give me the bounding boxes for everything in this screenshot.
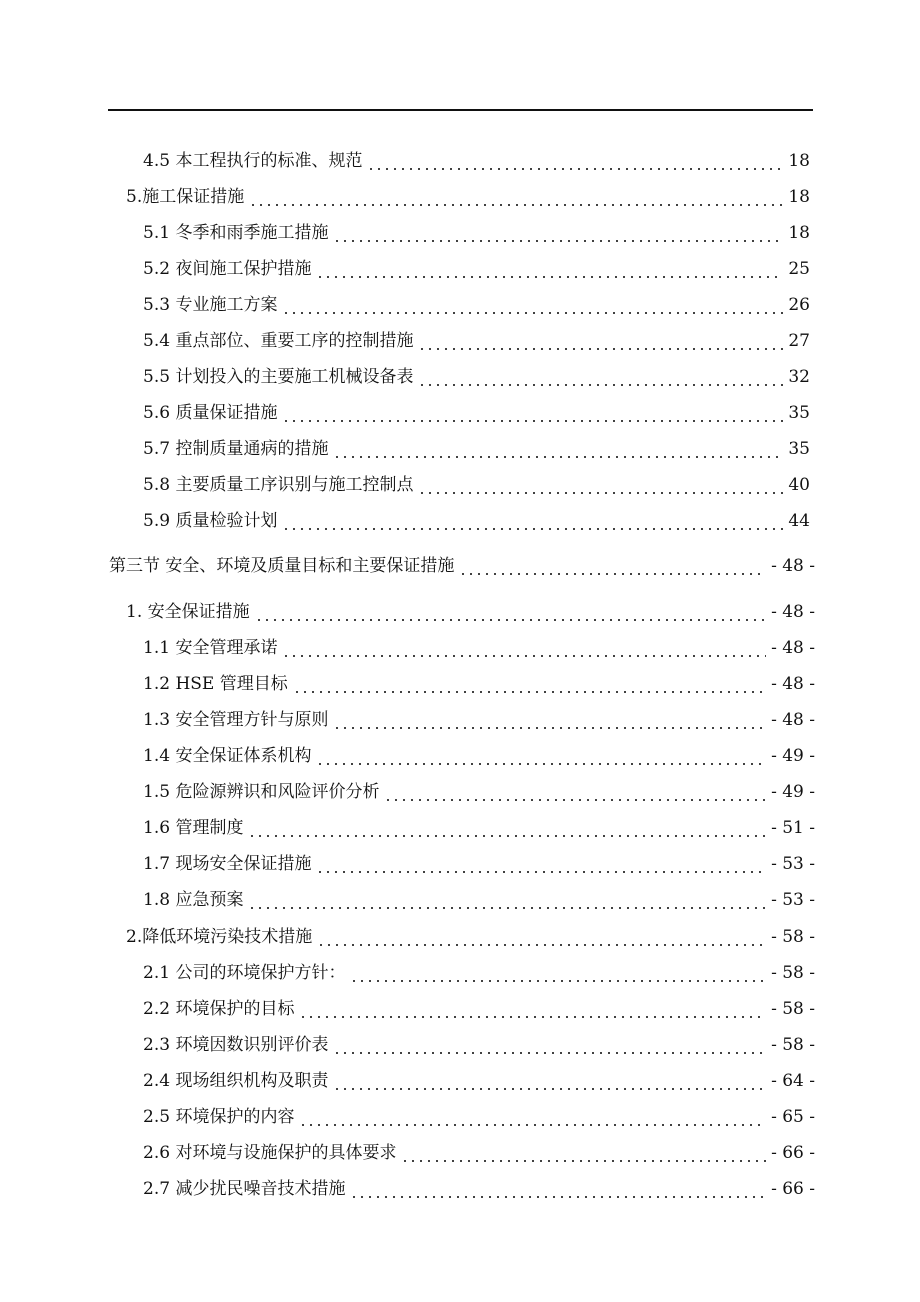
toc-entry-label: 5.7 控制质量通病的措施 [143,439,329,459]
dot-leader [350,1196,766,1198]
toc-entry[interactable] [143,814,815,842]
dot-leader [282,528,783,530]
dot-leader [333,240,783,242]
toc-entry-label: 5.1 冬季和雨季施工措施 [143,223,329,243]
toc-entry[interactable] [143,634,815,662]
toc-entry[interactable] [143,742,815,770]
toc-entry-page: 18 [788,187,810,207]
toc-entry-page: - 58 - [771,963,815,983]
toc-entry[interactable] [143,435,810,463]
toc-entry-label: 2.1 公司的环境保护方针： [143,963,346,983]
dot-leader [367,168,783,170]
toc-entry-page: - 58 - [771,927,815,947]
toc-entry[interactable] [143,1175,815,1203]
toc-entry-label: 1.1 安全管理承诺 [143,638,278,658]
toc-entry[interactable] [143,1139,815,1167]
dot-leader [299,1016,766,1018]
toc-entry-page: 27 [788,331,810,351]
dot-leader [333,1088,766,1090]
dot-leader [333,727,766,729]
toc-entry-page: - 64 - [771,1071,815,1091]
toc-entry-label: 5.5 计划投入的主要施工机械设备表 [143,367,414,387]
toc-entry-label: 第三节 安全、环境及质量目标和主要保证措施 [109,556,455,576]
toc-entry-page: - 48 - [771,602,815,622]
toc-entry-page: - 66 - [771,1179,815,1199]
toc-entry-page: 26 [788,295,810,315]
toc-entry-label: 5.3 专业施工方案 [143,295,278,315]
toc-entry-label: 2.2 环境保护的目标 [143,999,295,1019]
dot-leader [401,1160,766,1162]
toc-entry-page: 32 [788,367,810,387]
dot-leader [248,835,766,837]
toc-entry-label: 1.6 管理制度 [143,818,244,838]
toc-entry-page: - 48 - [771,674,815,694]
dot-leader [384,799,766,801]
toc-entry[interactable] [143,255,810,283]
toc-entry[interactable] [143,778,815,806]
dot-leader [316,763,766,765]
toc-entry[interactable] [143,291,810,319]
toc-entry[interactable] [143,886,815,914]
toc-entry-label: 1.3 安全管理方针与原则 [143,710,329,730]
toc-entry-label: 1. 安全保证措施 [126,602,250,622]
toc-entry[interactable] [143,327,810,355]
toc-entry-page: 18 [788,223,810,243]
toc-entry-page: - 51 - [771,818,815,838]
toc-entry[interactable] [143,363,810,391]
toc-entry[interactable] [143,147,810,175]
toc-entry-label: 5.4 重点部位、重要工序的控制措施 [143,331,414,351]
toc-entry-label: 5.8 主要质量工序识别与施工控制点 [143,475,414,495]
toc-entry-label: 2.降低环境污染技术措施 [126,927,313,947]
toc-entry-page: 35 [788,439,810,459]
toc-entry-label: 2.5 环境保护的内容 [143,1107,295,1127]
dot-leader [248,907,766,909]
toc-entry[interactable] [126,183,810,211]
dot-leader [293,691,766,693]
dot-leader [316,276,783,278]
toc-entry[interactable] [143,219,810,247]
dot-leader [418,492,783,494]
toc-entry-label: 2.3 环境因数识别评价表 [143,1035,329,1055]
toc-entry-label: 1.8 应急预案 [143,890,244,910]
toc-entry-label: 4.5 本工程执行的标准、规范 [143,151,363,171]
toc-entry-page: - 48 - [771,710,815,730]
dot-leader [316,871,766,873]
toc-entry-page: 18 [788,151,810,171]
toc-entry-label: 1.2 HSE 管理目标 [143,674,288,694]
toc-entry[interactable] [143,959,815,987]
toc-entry-label: 2.4 现场组织机构及职责 [143,1071,329,1091]
toc-entry-page: - 49 - [771,782,815,802]
toc-entry-page: 35 [788,403,810,423]
toc-entry-label: 2.7 减少扰民噪音技术措施 [143,1179,346,1199]
dot-leader [255,619,766,621]
dot-leader [317,944,766,946]
toc-entry[interactable] [143,507,810,535]
toc-entry-page: - 53 - [771,890,815,910]
dot-leader [418,384,783,386]
toc-entry-label: 1.4 安全保证体系机构 [143,746,312,766]
toc-entry-label: 1.7 现场安全保证措施 [143,854,312,874]
dot-leader [299,1124,766,1126]
toc-entry-page: - 66 - [771,1143,815,1163]
toc-entry-page: - 48 - [771,556,815,576]
toc-entry-page: 40 [788,475,810,495]
toc-entry[interactable] [143,471,810,499]
toc-entry[interactable] [126,598,815,626]
toc-entry[interactable] [143,670,815,698]
dot-leader [282,420,783,422]
toc-entry-label: 2.6 对环境与设施保护的具体要求 [143,1143,397,1163]
toc-entry[interactable] [126,923,815,951]
toc-entry-page: - 65 - [771,1107,815,1127]
toc-entry-section[interactable] [109,552,815,580]
dot-leader [333,1052,766,1054]
dot-leader [282,655,766,657]
toc-entry-label: 5.2 夜间施工保护措施 [143,259,312,279]
toc-entry-page: - 58 - [771,999,815,1019]
toc-entry[interactable] [143,1031,815,1059]
toc-entry-page: - 49 - [771,746,815,766]
dot-leader [418,348,783,350]
toc-entry-label: 5.9 质量检验计划 [143,511,278,531]
toc-entry-page: - 58 - [771,1035,815,1055]
toc-entry-label: 5.6 质量保证措施 [143,403,278,423]
toc-entry-label: 1.5 危险源辨识和风险评价分析 [143,782,380,802]
dot-leader [350,980,766,982]
dot-leader [459,573,766,575]
toc-entry[interactable] [143,1103,815,1131]
dot-leader [282,312,783,314]
toc-entry[interactable] [143,1067,815,1095]
toc-entry[interactable] [143,706,815,734]
toc-entry[interactable] [143,850,815,878]
dot-leader [249,204,783,206]
toc-entry-page: - 53 - [771,854,815,874]
dot-leader [333,456,783,458]
toc-entry-label: 5.施工保证措施 [126,187,245,207]
toc-entry-page: 44 [788,511,810,531]
toc-entry[interactable] [143,995,815,1023]
toc-entry-page: 25 [788,259,810,279]
toc-entry[interactable] [143,399,810,427]
toc-entry-page: - 48 - [771,638,815,658]
